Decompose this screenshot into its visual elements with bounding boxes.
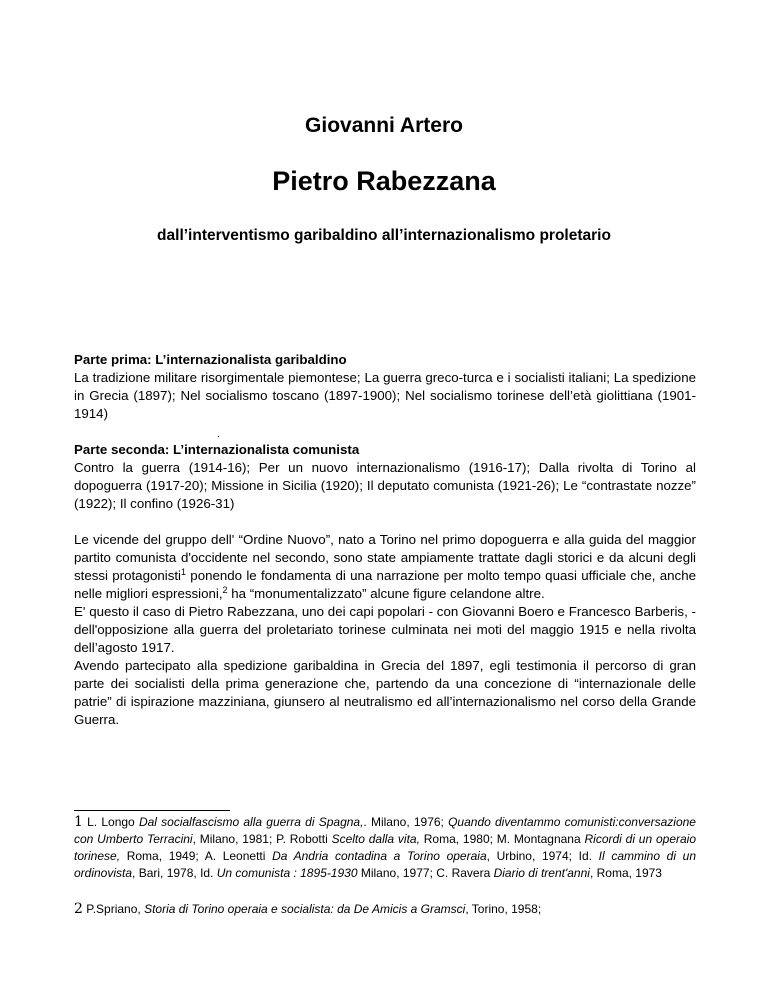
document-title: Pietro Rabezzana [272,166,496,196]
footnote-title: Un comunista : 1895-1930 [216,866,358,880]
footnote-number: 1 [74,814,83,830]
footnote-text: Roma, 1980; M. Montagnana [419,832,585,846]
footnote-text: , Roma, 1973 [589,866,662,880]
intro-text-run: Le vicende del gruppo dell' “Ordine Nuovo”, nato a Torino nel primo dopoguerra e alla guida del maggior partito comunista d'occidente nel secondo, sono state ampiamente trattate dagli storici e da alcuni degli stessi protagonisti [74,532,696,583]
intro-paragraph-2: E' questo il caso di Pietro Rabezzana, uno dei capi popolari - con Giovanni Boero e Francesco Barberis, - dell'opposizione alla guerra del proletariato torinese culminata nei moti del maggio 1915 e nella rivolta dell’agosto 1917. [74,604,696,655]
intro-text [74,531,696,729]
footnote-text: Roma, 1949; A. Leonetti [120,849,273,863]
intro-paragraph-1 [74,531,696,603]
footnote-title: Ricordi di un operaio torinese, [74,832,697,863]
footnote-text: , Milano, 1981; P. Robotti [192,832,332,846]
intro-paragraph-3: Avendo partecipato alla spedizione garibaldina in Grecia del 1897, egli testimonia il percorso di gran parte dei socialisti della prima generazione che, partendo da una concezione di “internazionale delle patrie” di ispirazione mazziniana, giunsero al neutralismo ed all’internazionalismo nel corso della Grande Guerra. [74,658,696,727]
footnote-1 [74,814,696,882]
part-one-heading: Parte prima: L’internazionalista garibaldino [74,352,347,367]
separator-mark: . [217,429,220,440]
footnote-title: Quando diventammo comunisti:conversazione con Umberto Terracini [74,815,696,846]
footnote-title: Dal socialfascismo alla guerra di Spagna, [138,815,364,829]
footnote-ref-1[interactable]: 1 [181,567,187,577]
footnote-title: Da Andria contadina a Torino operaia [272,849,487,863]
footnote-text: . Milano, 1976; [363,815,449,829]
part-two [74,441,696,513]
footnote-title: Il cammino di un ordinovista [74,849,696,880]
footnote-title: Scelto dalla vita, [331,832,420,846]
part-one-body: La tradizione militare risorgimentale piemontese; La guerra greco-turca e i socialisti italiani; La spedizione in Grecia (1897); Nel socialismo toscano (1897-1900); Nel socialismo torinese dell’età giolittiana (1901-1914) [74,370,696,421]
footnote-text: , Torino, 1958; [465,902,542,916]
part-two-body: Contro la guerra (1914-16); Per un nuovo internazionalismo (1916-17); Dalla rivolta di Torino al dopoguerra (1917-20); Missione in Sicilia (1920); Il deputato comunista (1921-26); Le “contrastate nozze” (1922); Il confino (1926-31) [74,460,696,511]
footnote-2 [74,901,696,918]
footnote-text: P.Spriano, [82,902,145,916]
footnote-number: 2 [74,901,83,917]
part-two-heading: Parte seconda: L’internazionalista comunista [74,442,360,457]
author-name: Giovanni Artero [305,114,463,137]
intro-text-run: ha “monumentalizzato” alcune figure celandone altre. [227,586,545,601]
footnote-text: , Urbino, 1974; Id. [486,849,599,863]
footnote-text: L. Longo [82,815,139,829]
footnote-text: Milano, 1977; C. Ravera [357,866,494,880]
footnote-title: Diario di trent'anni [493,866,590,880]
footnote-title: Storia di Torino operaia e socialista: da De Amicis a Gramsci [144,902,466,916]
document-subtitle: dall’interventismo garibaldino all’internazionalismo proletario [157,227,611,244]
footnote-divider [74,810,230,811]
part-one [74,351,696,423]
footnote-text: , Bari, 1978, Id. [132,866,217,880]
intro-text-run: ponendo le fondamenta di una narrazione per molto tempo quasi ufficiale che, anche nelle migliori espressioni, [74,568,696,601]
footnote-ref-2[interactable]: 2 [222,585,228,595]
